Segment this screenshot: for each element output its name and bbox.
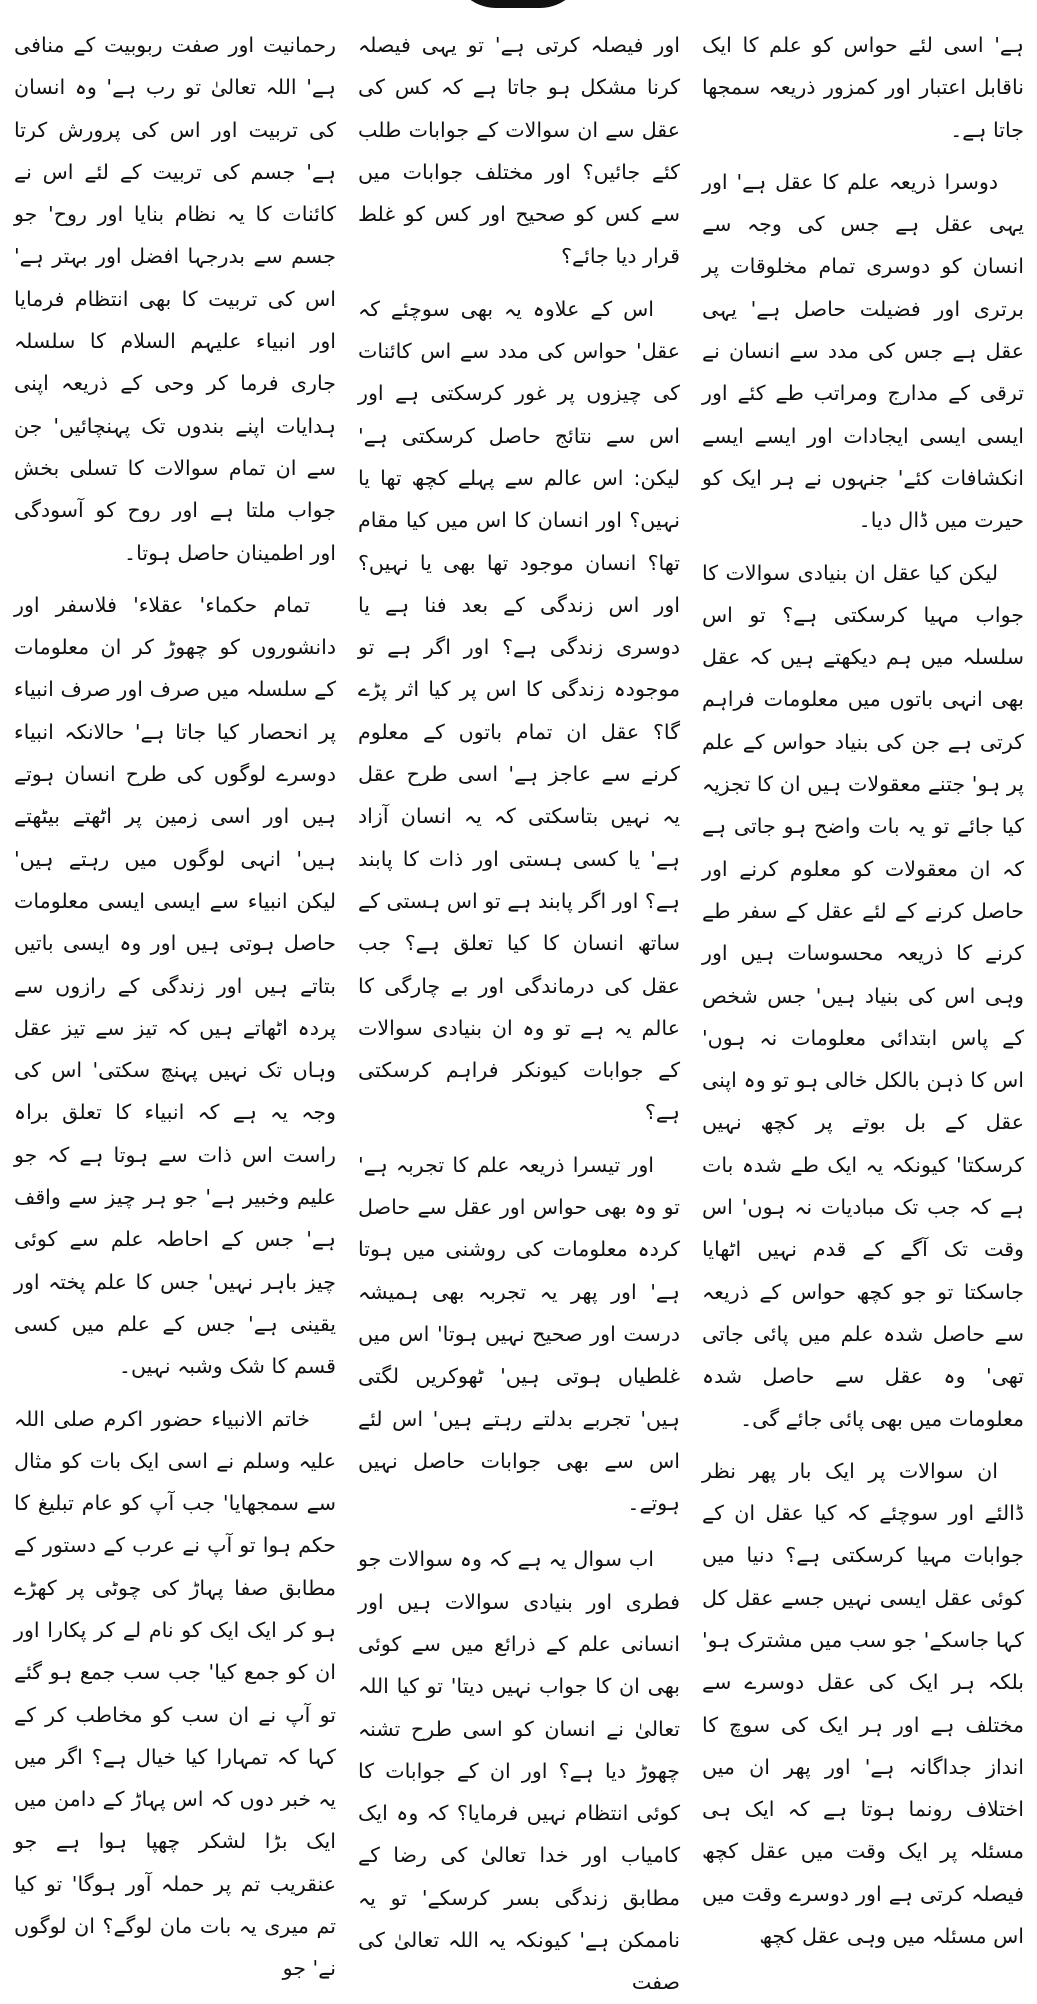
paragraph: خاتم الانبیاء حضور اکرم صلی اللہ علیہ وسلم نے اسی ایک بات کو مثال سے سمجھایا' جب آپ کو عام تبلیغ کا حکم ہوا تو آپ نے عرب کے دستور کے مطابق صفا پہاڑ کی چوٹی پر کھڑے ہو کر ایک ایک کو نام لے کر پکارا اور ان کو جمع کیا' جب سب جمع ہو گئے تو آپ نے ان سب کو مخاطب کر کے کہا کہ تمہارا کیا خیال ہے؟ اگر میں یہ خبر دوں کہ اس پہاڑ کے دامن میں ایک بڑا لشکر چھپا ہوا ہے جو عنقریب تم پر حملہ آور ہوگا' تو کیا تم میری یہ بات مان لوگے؟ ان لوگوں نے' جو — [14, 1406, 336, 1981]
column-right — [702, 24, 1024, 1949]
paragraph: لیکن کیا عقل ان بنیادی سوالات کا جواب مہیا کرسکتی ہے؟ تو اس سلسلہ میں ہم دیکھتے ہیں کہ عقل بھی انہی باتوں میں معلومات فراہم کرتی ہے جن کی بنیاد حواس کے علم پر ہو' جتنے معقولات ہیں ان کا تجزیہ کیا جائے تو یہ بات واضح ہو جاتی ہے کہ ان معقولات کو معلوم کرنے اور حاصل کرنے کے لئے عقل کے سفر طے کرنے کا ذریعہ محسوسات ہیں اور وہی اس کی بنیاد ہیں' جس شخص کے پاس ابتدائی معلومات نہ ہوں' اس کا ذہن بالکل خالی ہو تو وہ اپنی عقل کے بل بوتے پر کچھ نہیں کرسکتا' کیونکہ یہ ایک طے شدہ بات ہے کہ جب تک مبادیات نہ ہوں' اس وقت تک آگے کے قدم نہیں اٹھایا جاسکتا تو جو کچھ حواس کے ذریعہ سے حاصل شدہ علم میں پائی جاتی تھی' وہ عقل سے حاصل شدہ معلومات میں بھی پائی جائے گی۔ — [702, 560, 1024, 1431]
paragraph: اب سوال یہ ہے کہ وہ سوالات جو فطری اور بنیادی سوالات ہیں اور انسانی علم کے ذرائع میں سے کوئی بھی ان کا جواب نہیں دیتا' تو کیا اللہ تعالیٰ نے انسان کو اسی طرح تشنہ چھوڑ دیا ہے؟ اور ان کے جوابات کا کوئی انتظام نہیں فرمایا؟ کہ وہ ایک کامیاب اور خدا تعالیٰ کی رضا کے مطابق زندگی بسر کرسکے' تو یہ ناممکن ہے' کیونکہ یہ اللہ تعالیٰ کی صفت — [358, 1547, 680, 1995]
paragraph: ان سوالات پر ایک بار پھر نظر ڈالئے اور سوچئے کہ کیا عقل ان کے جوابات مہیا کرسکتی ہے؟ دنیا میں کوئی عقل ایسی نہیں جسے عقل کل کہا جاسکے' جو سب میں مشترک ہو' بلکہ ہر ایک کی عقل دوسرے سے مختلف ہے اور ہر ایک کی سوچ کا انداز جداگانہ ہے' اور پھر ان میں اختلاف رونما ہوتا ہے کہ ایک ہی مسئلہ پر ایک وقت میں عقل کچھ فیصلہ کرتی ہے اور دوسرے وقت میں اس مسئلہ میں وہی عقل کچھ — [702, 1458, 1024, 1949]
paragraph: رحمانیت اور صفت ربوبیت کے منافی ہے' اللہ تعالیٰ تو رب ہے' وہ انسان کی تربیت اور اس کی پرورش کرتا ہے' جسم کی تربیت کے لئے اس نے کائنات کا یہ نظام بنایا اور روح' جو جسم سے بدرجہا افضل اور بہتر ہے' اس کی تربیت کا بھی انتظام فرمایا اور انبیاء علیہم السلام کا سلسلہ جاری فرما کر وحی کے ذریعہ اپنی ہدایات اپنے بندوں تک پہنچائیں' جن سے ان تمام سوالات کا تسلی بخش جواب ملتا ہے اور روح کو آسودگی اور اطمینان حاصل ہوتا۔ — [14, 33, 336, 565]
article-columns — [14, 24, 1024, 1995]
paragraph: ہے' اسی لئے حواس کو علم کا ایک ناقابل اعتبار اور کمزور ذریعہ سمجھا جاتا ہے۔ — [702, 33, 1024, 142]
paragraph: اور فیصلہ کرتی ہے' تو یہی فیصلہ کرنا مشکل ہو جاتا ہے کہ کس کی عقل سے ان سوالات کے جوابات طلب کئے جائیں؟ اور مختلف جوابات میں سے کس کو صحیح اور کس کو غلط قرار دیا جائے؟ — [358, 33, 680, 269]
column-middle — [358, 24, 680, 1995]
paragraph: اس کے علاوہ یہ بھی سوچئے کہ عقل' حواس کی مدد سے اس کائنات کی چیزوں پر غور کرسکتی ہے اور اس سے نتائج حاصل کرسکتی ہے' لیکن: اس عالم سے پہلے کچھ تھا یا نہیں؟ اور انسان کا اس میں کیا مقام تھا؟ انسان موجود تھا بھی یا نہیں؟ اور اس زندگی کے بعد فنا ہے یا دوسری زندگی ہے؟ اور اگر ہے تو موجودہ زندگی کا اس پر کیا اثر پڑے گا؟ عقل ان تمام باتوں کے معلوم کرنے سے عاجز ہے' اسی طرح عقل یہ نہیں بتاسکتی کہ یہ انسان آزاد ہے' یا کسی ہستی اور ذات کا پابند ہے؟ اور اگر پابند ہے تو اس ہستی کے ساتھ انسان کا کیا تعلق ہے؟ جب عقل کی درماندگی اور بے چارگی کا عالم یہ ہے تو وہ ان بنیادی سوالات کے جوابات کیونکر فراہم کرسکتی ہے؟ — [358, 296, 680, 1125]
paragraph: تمام حکماء' عقلاء' فلاسفر اور دانشوروں کو چھوڑ کر ان معلومات کے سلسلہ میں صرف اور صرف انبیاء پر انحصار کیا جاتا ہے' حالانکہ انبیاء دوسرے لوگوں کی طرح انسان ہوتے ہیں اور اسی زمین پر اٹھتے بیٹھتے ہیں' انہی لوگوں میں رہتے ہیں' لیکن انبیاء سے ایسی ایسی معلومات حاصل ہوتی ہیں اور وہ ایسی باتیں بتاتے ہیں اور زندگی کے رازوں سے پردہ اٹھاتے ہیں کہ تیز سے تیز عقل وہاں تک نہیں پہنچ سکتی' اس کی وجہ یہ ہے کہ انبیاء کا تعلق براہ راست اس ذات سے ہوتا ہے کہ جو علیم وخبیر ہے' جو ہر چیز سے واقف ہے' جس کے احاطہ علم سے کوئی چیز باہر نہیں' جس کا علم پختہ اور یقینی ہے' جس کے علم میں کسی قسم کا شک وشبہ نہیں۔ — [14, 592, 336, 1379]
column-left — [14, 24, 336, 1981]
paragraph: اور تیسرا ذریعہ علم کا تجربہ ہے' تو وہ بھی حواس اور عقل سے حاصل کردہ معلومات کی روشنی میں ہوتا ہے' اور پھر یہ تجربہ بھی ہمیشہ درست اور صحیح نہیں ہوتا' اس میں غلطیاں ہوتی ہیں' ٹھوکریں لگتی ہیں' تجربے بدلتے رہتے ہیں' اس لئے اس سے بھی جوابات حاصل نہیں ہوتے۔ — [358, 1152, 680, 1516]
paragraph: دوسرا ذریعہ علم کا عقل ہے' اور یہی عقل ہے جس کی وجہ سے انسان کو دوسری تمام مخلوقات پر برتری اور فضیلت حاصل ہے' یہی عقل ہے جس کی مدد سے انسان نے ترقی کے مدارج ومراتب طے کئے اور ایسی ایسی ایجادات اور ایسے ایسے انکشافات کئے' جنہوں نے ہر ایک کو حیرت میں ڈال دیا۔ — [702, 169, 1024, 533]
top-decorative-arc — [452, 0, 584, 8]
